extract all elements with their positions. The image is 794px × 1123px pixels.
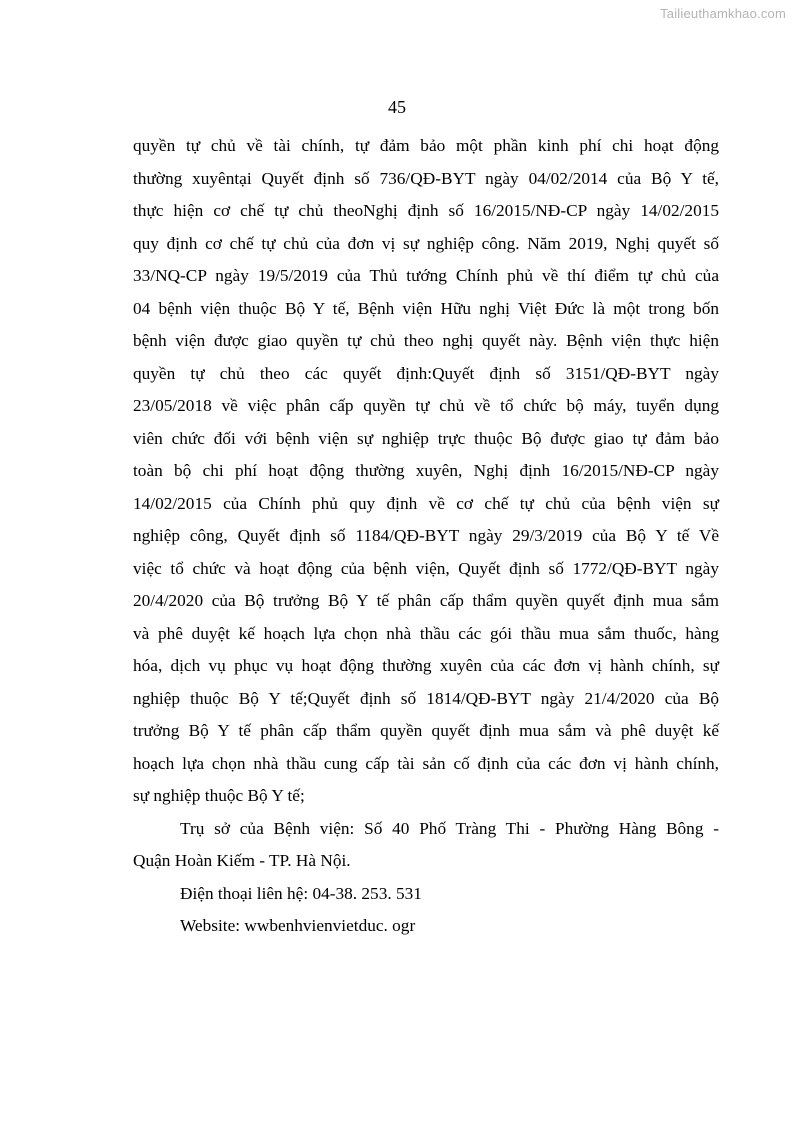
paragraph-address xyxy=(133,813,719,878)
text-line: việc tổ chức và hoạt động của bệnh viện, Quyết định số 1772/QĐ-BYT ngày xyxy=(133,558,719,578)
text-line: và phê duyệt kế hoạch lựa chọn nhà thầu các gói thầu mua sắm thuốc, hàng xyxy=(133,623,719,643)
address-line: Quận Hoàn Kiếm - TP. Hà Nội. xyxy=(133,851,351,870)
text-line: sự nghiệp thuộc Bộ Y tế; xyxy=(133,786,305,805)
text-line: hoạch lựa chọn nhà thầu cung cấp tài sản cố định của các đơn vị hành chính, xyxy=(133,753,719,773)
text-line: toàn bộ chi phí hoạt động thường xuyên, Nghị định 16/2015/NĐ-CP ngày xyxy=(133,461,719,480)
text-line: 20/4/2020 của Bộ trưởng Bộ Y tế phân cấp thẩm quyền quyết định mua sắm xyxy=(133,591,719,610)
website-line: Website: wwbenhvienvietduc. ogr xyxy=(180,916,416,935)
text-line: viên chức đối với bệnh viện sự nghiệp trực thuộc Bộ được giao tự đảm bảo xyxy=(133,428,719,448)
text-line: thực hiện cơ chế tự chủ theoNghị định số 16/2015/NĐ-CP ngày 14/02/2015 xyxy=(133,201,719,220)
paragraph-autonomy xyxy=(133,130,719,813)
text-line: trưởng Bộ Y tế phân cấp thẩm quyền quyết định mua sắm và phê duyệt kế xyxy=(133,721,719,740)
text-line: quyền tự chủ về tài chính, tự đảm bảo một phần kinh phí chi hoạt động xyxy=(133,136,719,155)
text-line: 33/NQ-CP ngày 19/5/2019 của Thủ tướng Chính phủ về thí điểm tự chủ của xyxy=(133,266,719,285)
document-body xyxy=(133,130,719,943)
text-line: hóa, dịch vụ phục vụ hoạt động thường xuyên của các đơn vị hành chính, sự xyxy=(133,656,719,675)
text-line: thường xuyêntại Quyết định số 736/QĐ-BYT ngày 04/02/2014 của Bộ Y tế, xyxy=(133,168,719,188)
text-line: 04 bệnh viện thuộc Bộ Y tế, Bệnh viện Hữu nghị Việt Đức là một trong bốn xyxy=(133,298,719,318)
text-line: quy định cơ chế tự chủ của đơn vị sự nghiệp công. Năm 2019, Nghị quyết số xyxy=(133,233,719,253)
text-line: 14/02/2015 của Chính phủ quy định về cơ chế tự chủ của bệnh viện sự xyxy=(133,493,719,513)
text-line: nghiệp công, Quyết định số 1184/QĐ-BYT ngày 29/3/2019 của Bộ Y tế Về xyxy=(133,526,719,545)
text-line: nghiệp thuộc Bộ Y tế;Quyết định số 1814/QĐ-BYT ngày 21/4/2020 của Bộ xyxy=(133,688,719,708)
text-line: quyền tự chủ theo các quyết định:Quyết định số 3151/QĐ-BYT ngày xyxy=(133,363,719,383)
text-line: bệnh viện được giao quyền tự chủ theo nghị quyết này. Bệnh viện thực hiện xyxy=(133,331,719,350)
text-line: 23/05/2018 về việc phân cấp quyền tự chủ về tổ chức bộ máy, tuyển dụng xyxy=(133,396,719,415)
page-number: 45 xyxy=(388,97,406,117)
address-line: Trụ sở của Bệnh viện: Số 40 Phố Tràng Thi - Phường Hàng Bông - xyxy=(180,818,719,838)
watermark-text: Tailieuthamkhao.com xyxy=(660,6,786,21)
phone-line: Điện thoại liên hệ: 04-38. 253. 531 xyxy=(180,883,422,903)
